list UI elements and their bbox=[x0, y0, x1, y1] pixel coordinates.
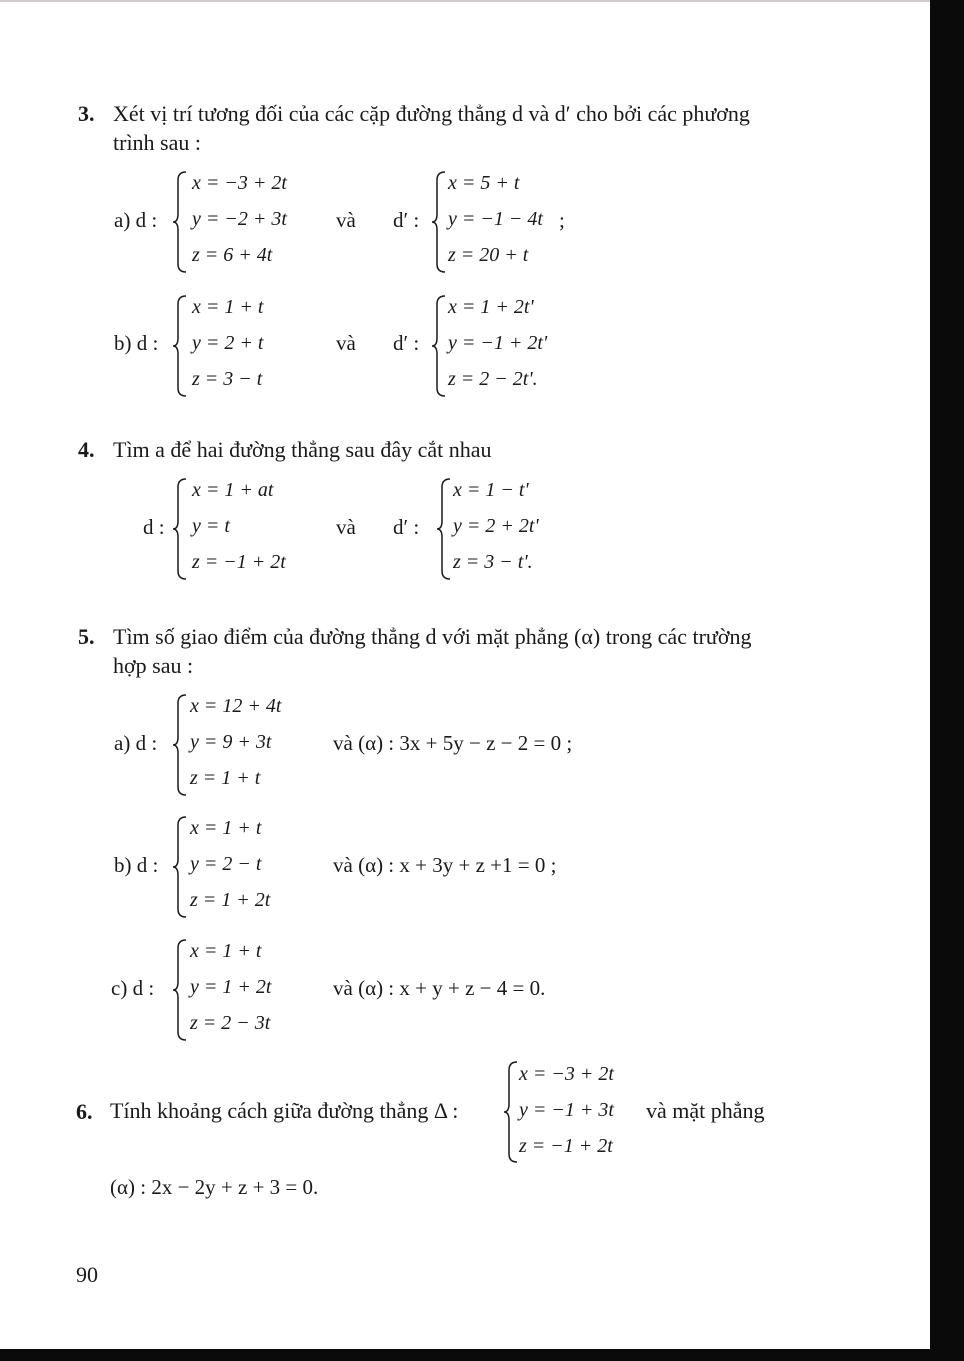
equation-3a-dprime-y: y = −1 − 4t bbox=[448, 208, 543, 230]
brace-5c bbox=[172, 938, 188, 1042]
equation-6-z: z = −1 + 2t bbox=[519, 1135, 613, 1157]
equation-3a-d-y: y = −2 + 3t bbox=[192, 208, 287, 230]
equation-3b-dprime-y: y = −1 + 2t' bbox=[448, 332, 548, 354]
plane-equation-5a: và (α) : 3x + 5y − z − 2 = 0 ; bbox=[333, 731, 573, 755]
equation-5c-x: x = 1 + t bbox=[190, 940, 262, 962]
exercise-6-statement-tail: và mặt phẳng bbox=[646, 1098, 765, 1123]
exercise-3b-right-label: d′ : bbox=[393, 331, 420, 355]
equation-6-y: y = −1 + 3t bbox=[519, 1099, 614, 1121]
page-number: 90 bbox=[76, 1262, 98, 1287]
plane-equation-6: (α) : 2x − 2y + z + 3 = 0. bbox=[110, 1175, 319, 1199]
equation-3a-d-z: z = 6 + 4t bbox=[192, 244, 273, 266]
exercise-3-statement: Xét vị trí tương đối của các cặp đường thẳng d và d′ cho bởi các phương bbox=[113, 101, 750, 126]
scan-edge-bottom bbox=[0, 1349, 964, 1361]
equation-3a-dprime-z: z = 20 + t bbox=[448, 244, 529, 266]
exercise-5a-label: a) d : bbox=[114, 731, 158, 755]
brace-6 bbox=[503, 1060, 519, 1164]
exercise-3-number: 3. bbox=[78, 101, 95, 126]
equation-6-x: x = −3 + 2t bbox=[519, 1063, 614, 1085]
brace-5b bbox=[172, 815, 188, 919]
equation-3b-d-z: z = 3 − t bbox=[192, 368, 263, 390]
brace-4-right bbox=[436, 477, 452, 581]
exercise-5-statement: Tìm số giao điểm của đường thẳng d với mặt phẳng (α) trong các trường bbox=[113, 624, 752, 649]
equation-4-d-y: y = t bbox=[192, 515, 230, 537]
equation-3b-d-x: x = 1 + t bbox=[192, 296, 264, 318]
conjunction-4: và bbox=[336, 515, 356, 539]
semicolon-3a: ; bbox=[559, 208, 565, 232]
brace-5a bbox=[172, 693, 188, 797]
plane-equation-5b: và (α) : x + 3y + z +1 = 0 ; bbox=[333, 853, 557, 877]
equation-3b-dprime-x: x = 1 + 2t' bbox=[448, 296, 534, 318]
equation-5b-x: x = 1 + t bbox=[190, 817, 262, 839]
exercise-6-statement: Tính khoảng cách giữa đường thẳng Δ : bbox=[110, 1098, 459, 1123]
equation-5c-y: y = 1 + 2t bbox=[190, 976, 272, 998]
scan-edge-right bbox=[930, 0, 964, 1361]
plane-equation-5c: và (α) : x + y + z − 4 = 0. bbox=[333, 976, 546, 1000]
equation-5a-z: z = 1 + t bbox=[190, 767, 261, 789]
equation-4-d-z: z = −1 + 2t bbox=[192, 551, 286, 573]
exercise-4-statement: Tìm a để hai đường thẳng sau đây cắt nhau bbox=[113, 437, 492, 462]
brace-3b-right bbox=[431, 294, 447, 398]
equation-5c-z: z = 2 − 3t bbox=[190, 1012, 271, 1034]
exercise-6-number: 6. bbox=[76, 1099, 93, 1124]
conjunction-3a: và bbox=[336, 208, 356, 232]
exercise-4-label: d : bbox=[143, 515, 165, 539]
exercise-3a-label: a) d : bbox=[114, 208, 158, 232]
equation-3a-dprime-x: x = 5 + t bbox=[448, 172, 520, 194]
equation-5a-x: x = 12 + 4t bbox=[190, 695, 282, 717]
equation-5b-y: y = 2 − t bbox=[190, 853, 262, 875]
equation-4-dprime-x: x = 1 − t' bbox=[453, 479, 529, 501]
equation-3a-d-x: x = −3 + 2t bbox=[192, 172, 287, 194]
equation-3b-dprime-z: z = 2 − 2t'. bbox=[448, 368, 538, 390]
equation-4-dprime-y: y = 2 + 2t' bbox=[453, 515, 539, 537]
equation-3b-d-y: y = 2 + t bbox=[192, 332, 264, 354]
equation-5a-y: y = 9 + 3t bbox=[190, 731, 272, 753]
exercise-5-statement-cont: hợp sau : bbox=[113, 653, 194, 678]
brace-3a-left bbox=[172, 170, 188, 274]
exercise-4-number: 4. bbox=[78, 437, 95, 462]
exercise-3b-label: b) d : bbox=[114, 331, 159, 355]
exercise-5c-label: c) d : bbox=[111, 976, 155, 1000]
conjunction-3b: và bbox=[336, 331, 356, 355]
equation-4-d-x: x = 1 + at bbox=[192, 479, 274, 501]
brace-3b-left bbox=[172, 294, 188, 398]
exercise-3-statement-cont: trình sau : bbox=[113, 130, 201, 155]
equation-4-dprime-z: z = 3 − t'. bbox=[453, 551, 533, 573]
exercise-4-right-label: d′ : bbox=[393, 515, 420, 539]
exercise-5-number: 5. bbox=[78, 624, 95, 649]
equation-5b-z: z = 1 + 2t bbox=[190, 889, 271, 911]
exercise-3a-right-label: d′ : bbox=[393, 208, 420, 232]
brace-4-left bbox=[172, 477, 188, 581]
scan-edge-top bbox=[0, 0, 930, 2]
brace-3a-right bbox=[431, 170, 447, 274]
exercise-5b-label: b) d : bbox=[114, 853, 159, 877]
